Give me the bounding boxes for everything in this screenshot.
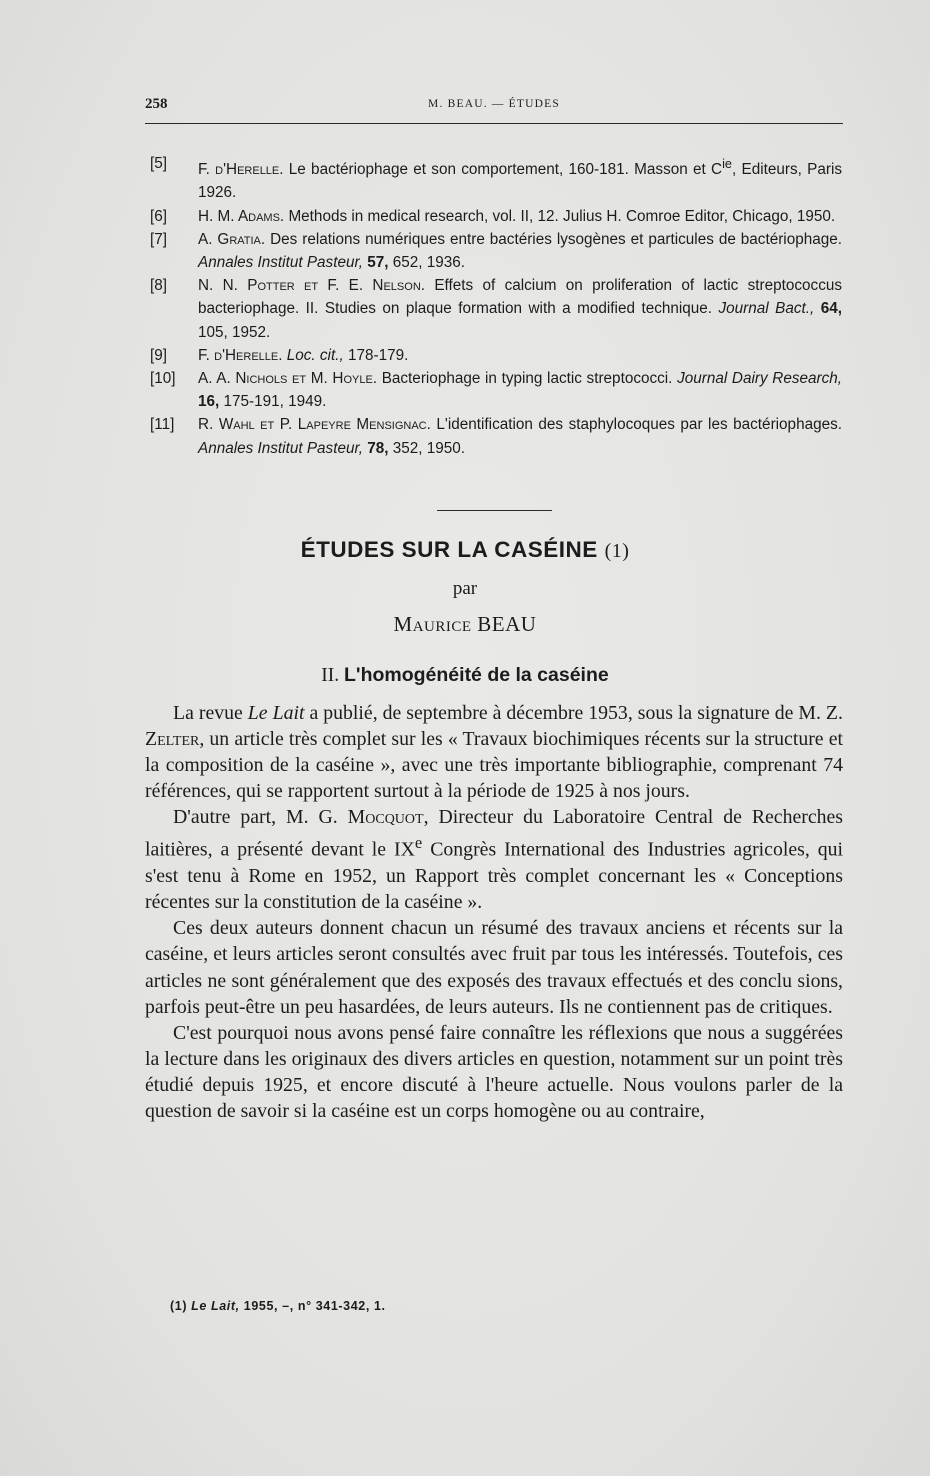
reference-text: Effets of calcium on proliferation of lactic streptococcus bacteriophage. II. Studies on plaque formation with a modified technique. — [198, 277, 842, 318]
reference-list — [150, 152, 842, 460]
section-separator — [437, 510, 552, 511]
section-number: II. — [321, 665, 340, 686]
reference-author: A. Gratia. — [198, 230, 266, 248]
reference-author: R. Wahl et P. Lapeyre Mensignac. — [198, 416, 431, 434]
title-footnote-marker: (1) — [604, 540, 630, 562]
reference-text-2: , Editeurs, Paris 1926. — [198, 161, 843, 202]
reference-pages: 105, 1952. — [198, 323, 271, 341]
reference-pages: 652, 1936. — [392, 253, 466, 271]
footnote — [170, 1299, 770, 1313]
header-rule — [145, 123, 843, 124]
reference-volume: 78, — [367, 439, 389, 457]
reference-text: Le bactériophage et son comportement, 160-181. Masson et C — [288, 161, 723, 179]
reference-item — [150, 152, 842, 205]
reference-item — [150, 205, 842, 228]
reference-volume: 16, — [198, 393, 220, 411]
reference-number: [6] — [150, 207, 168, 225]
page-header — [145, 96, 843, 120]
reference-sup: ie — [722, 156, 733, 171]
reference-item — [150, 367, 842, 413]
paragraph: C'est pourquoi nous avons pensé faire connaître les réflexions que nous a suggérées la lecture dans les originaux des divers articles en question, notamment sur un point très étudié depuis 1925, et encore discuté à l'heure actuelle. Nous voulons parler de la question de savoir si la caséine est un corps homogène ou au contraire, — [145, 1021, 843, 1122]
reference-number: [9] — [150, 346, 168, 364]
running-head: M. BEAU. — ÉTUDES — [428, 98, 560, 110]
reference-text: L'identification des staphylocoques par les bactériophages. — [436, 416, 842, 434]
reference-volume: 64, — [820, 300, 842, 318]
reference-item — [150, 274, 842, 344]
reference-author: N. N. Potter et F. E. Nelson. — [198, 277, 426, 295]
paragraph — [145, 700, 843, 804]
reference-pages: 178-179. — [347, 346, 409, 364]
reference-journal: Annales Institut Pasteur, — [198, 439, 363, 457]
reference-item — [150, 344, 842, 367]
paragraph-text: , un article très complet sur les « Travaux biochimiques récents sur la structure et la composition de la caséine », avec une très importante bibliographie, comprenant 74 références, qui se rapportent surtout à la période de 1925 à nos jours. — [145, 728, 843, 803]
reference-journal: Journal Dairy Research, — [677, 369, 842, 387]
reference-pages: 175-191, 1949. — [223, 393, 327, 411]
reference-text: Bacteriophage in typing lactic streptococci. — [381, 369, 673, 387]
reference-author: F. d'Herelle. — [198, 161, 284, 179]
reference-author: F. d'Herelle. — [198, 346, 283, 364]
reference-author: H. M. Adams. — [198, 207, 285, 225]
reference-number: [5] — [150, 155, 168, 172]
footnote-text: 1955, –, n° 341-342, 1. — [243, 1299, 386, 1313]
person-name: Zelter — [145, 728, 200, 751]
paragraph-text: Congrès International des Industries agricoles, qui s'est tenu à Rome en 1952, un Rapport très complet concernant les « Conceptions récentes sur la constitution de la caséine ». — [145, 839, 844, 914]
reference-number: [10] — [150, 369, 176, 387]
reference-pages: 352, 1950. — [392, 439, 466, 457]
reference-number: [11] — [150, 416, 175, 434]
reference-number: [7] — [150, 230, 168, 248]
reference-journal: Loc. cit., — [286, 346, 344, 364]
reference-item — [150, 413, 842, 459]
reference-journal: Annales Institut Pasteur, — [198, 253, 363, 271]
reference-text: Methods in medical research, vol. II, 12. Julius H. Comroe Editor, Chicago, 1950. — [288, 207, 836, 225]
section-title: L'homogénéité de la caséine — [344, 664, 609, 686]
reference-text: Des relations numériques entre bactéries lysogènes et particules de bactériophage. — [270, 230, 843, 248]
footnote-number: (1) — [170, 1299, 188, 1313]
person-name: Mocquot — [347, 806, 424, 829]
section-heading — [0, 664, 930, 687]
reference-journal: Journal Bact., — [718, 300, 815, 318]
footnote-journal: Le Lait, — [191, 1299, 240, 1313]
reference-item — [150, 228, 842, 274]
journal-name: Le Lait — [247, 702, 305, 724]
byline-par: par — [452, 578, 478, 599]
paragraph-text: D'autre part, M. G. — [173, 806, 338, 829]
article-title-text: ÉTUDES SUR LA CASÉINE — [300, 537, 598, 562]
page-number: 258 — [145, 96, 168, 112]
paragraph — [145, 804, 843, 915]
paragraph-text: , Directeur du Laboratoire Central de Recherches laitières, a présenté devant le IX — [145, 806, 843, 862]
reference-number: [8] — [150, 277, 168, 295]
paragraph: Ces deux auteurs donnent chacun un résumé des travaux anciens et récents sur la caséine, et leurs articles seront consultés avec fruit par tous les intéressés. Toutefois, ces articles ne sont généralement que des exposés des travaux effectués et des conclu sions, parfois peut-être un peu hasardées, de leurs auteurs. Ils ne contiennent pas de critiques. — [145, 917, 843, 1018]
article-author: Maurice BEAU — [393, 612, 537, 636]
paragraph-text: La revue — [173, 702, 243, 724]
superscript: e — [414, 833, 423, 853]
article-title — [0, 537, 930, 563]
reference-volume: 57, — [367, 253, 389, 271]
reference-author: A. A. Nichols et M. Hoyle. — [198, 369, 378, 387]
article-body — [145, 700, 843, 1124]
paragraph-text: a publié, de septembre à décembre 1953, sous la signature de M. Z. — [309, 702, 843, 724]
